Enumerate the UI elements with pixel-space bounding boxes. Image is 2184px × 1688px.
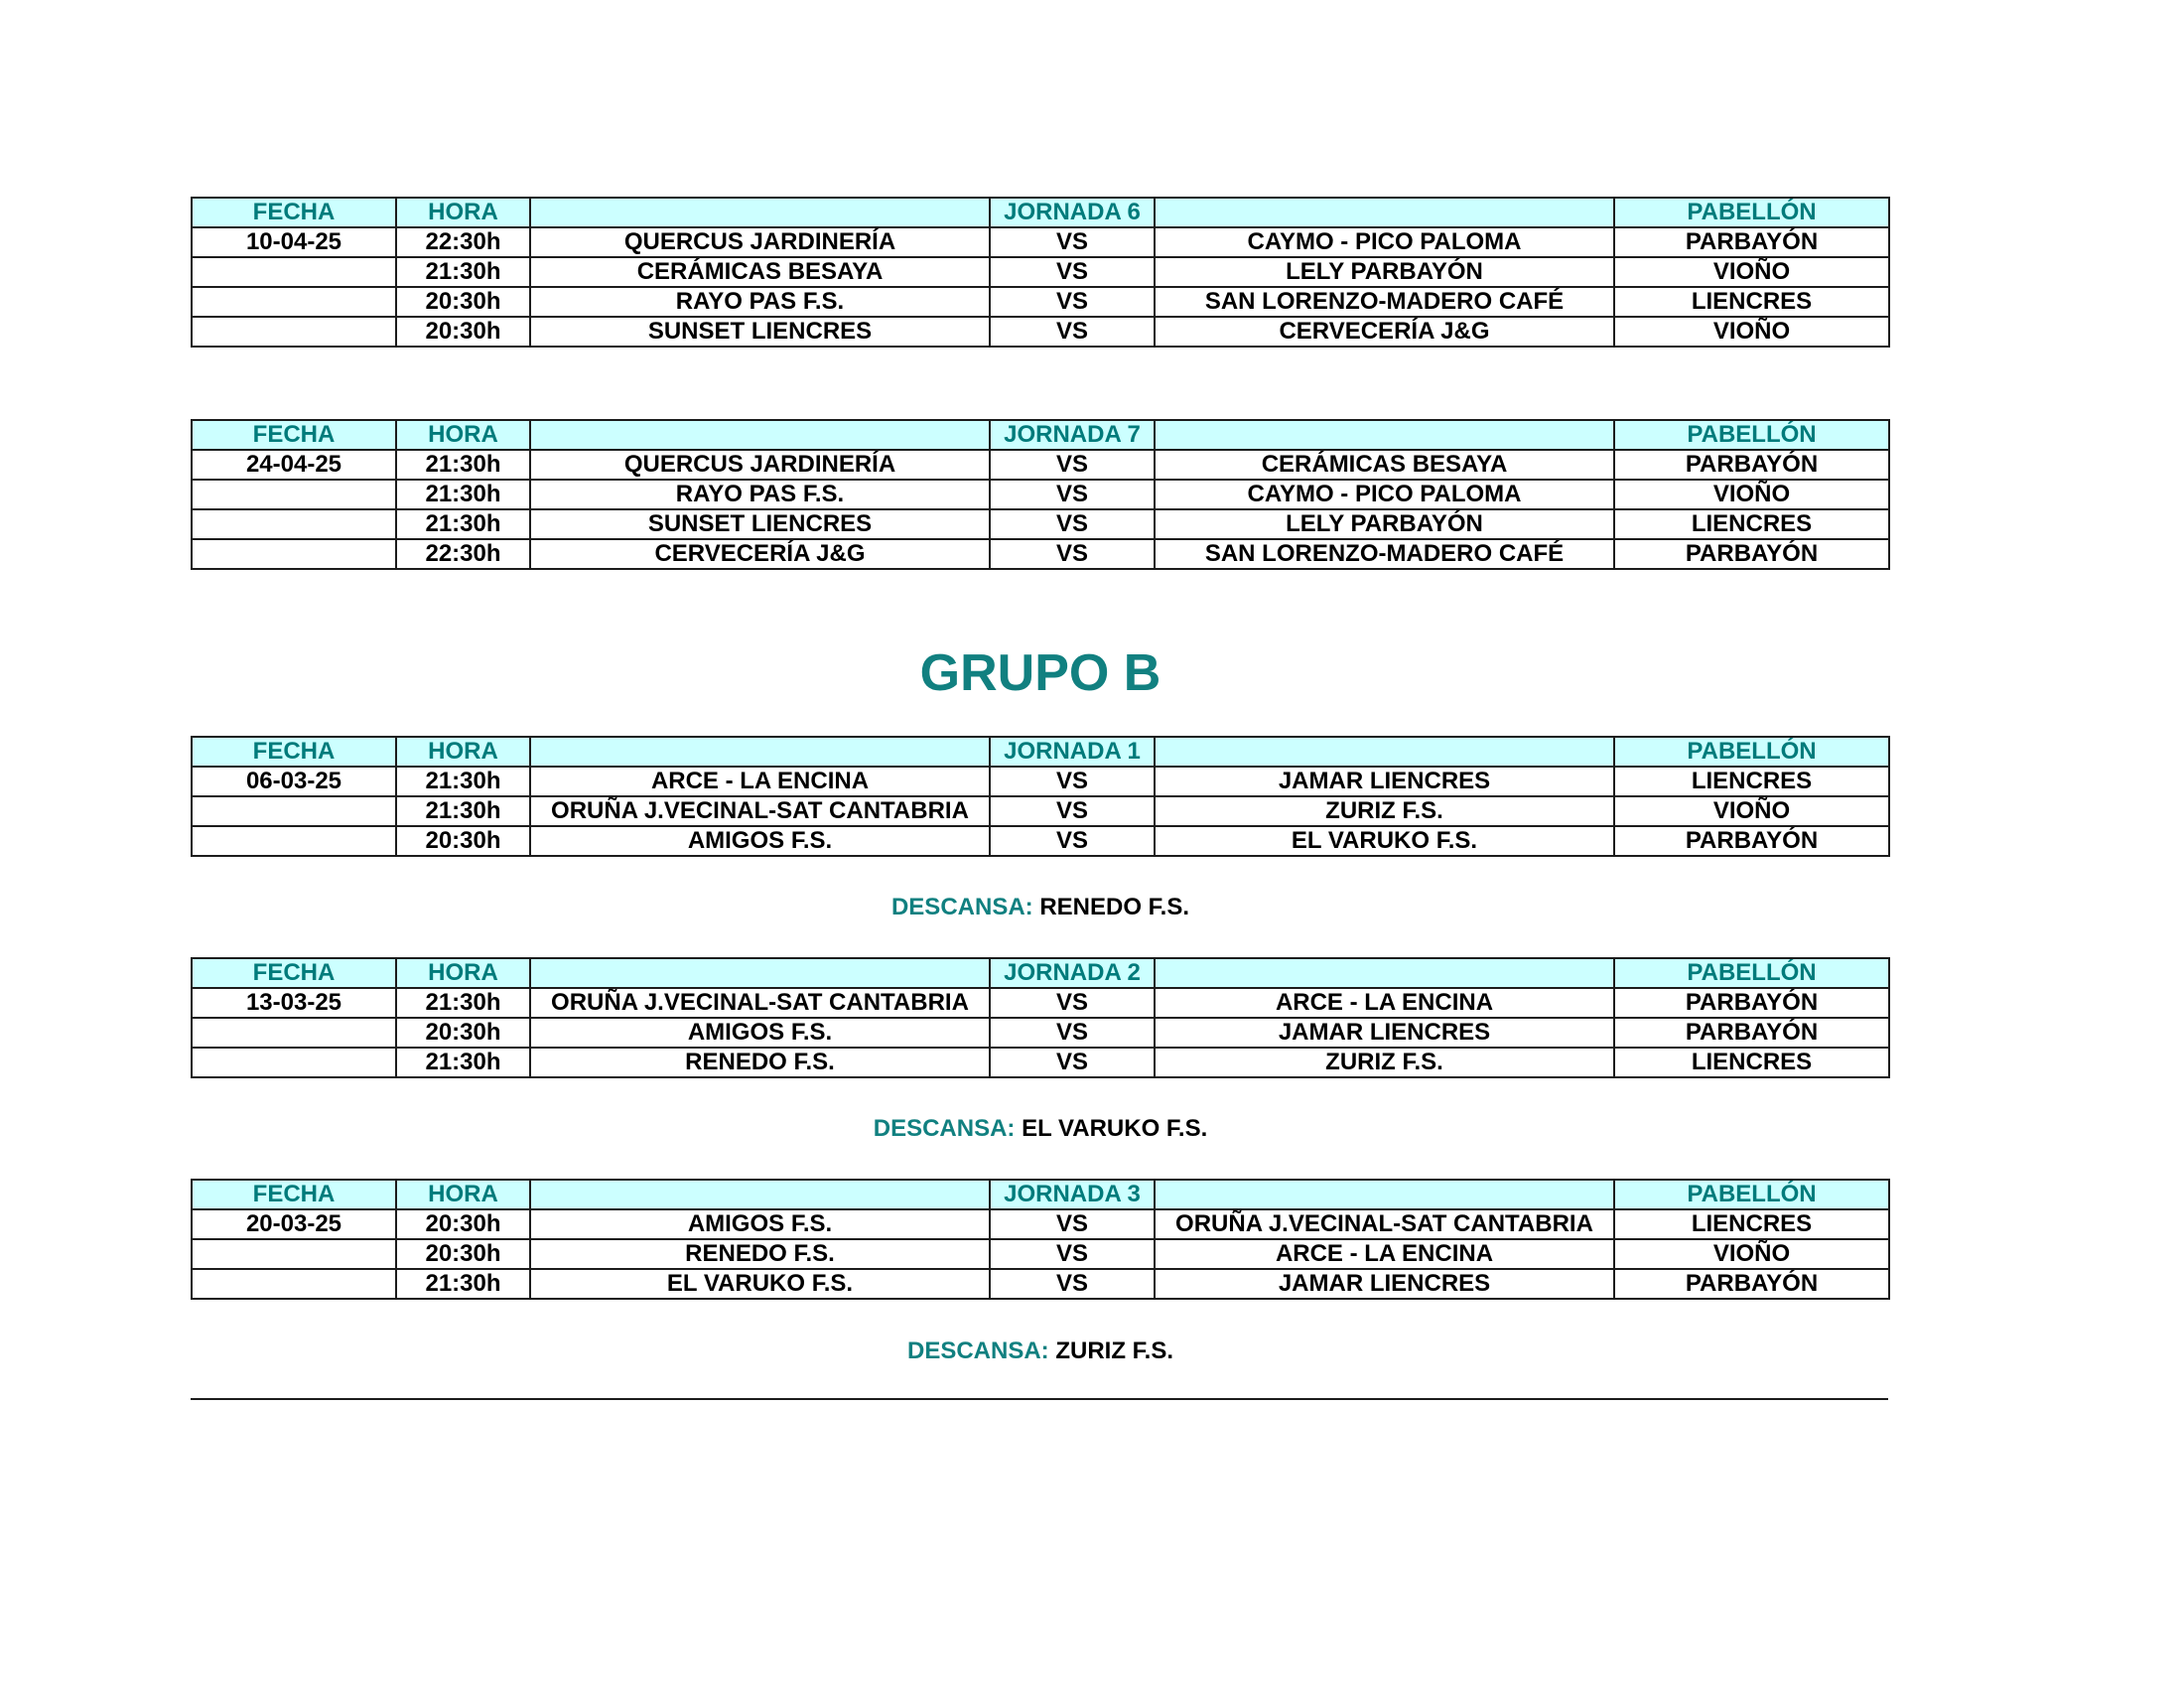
venue: VIOÑO <box>1614 1239 1889 1269</box>
away-team: ARCE - LA ENCINA <box>1155 1239 1614 1269</box>
table-header-row <box>192 1180 1889 1209</box>
away-team: ORUÑA J.VECINAL-SAT CANTABRIA <box>1155 1209 1614 1239</box>
match-time: 21:30h <box>396 1048 530 1077</box>
header-jornada: JORNADA 6 <box>990 198 1155 227</box>
table-row <box>192 1269 1889 1299</box>
versus-label: VS <box>990 317 1155 347</box>
table-header-row <box>192 420 1889 450</box>
match-time: 20:30h <box>396 826 530 856</box>
header-hora: HORA <box>396 737 530 767</box>
header-pabellon: PABELLÓN <box>1614 737 1889 767</box>
match-time: 22:30h <box>396 539 530 569</box>
match-date <box>192 480 396 509</box>
versus-label: VS <box>990 450 1155 480</box>
match-date <box>192 1239 396 1269</box>
match-time: 21:30h <box>396 1269 530 1299</box>
venue: LIENCRES <box>1614 767 1889 796</box>
match-time: 21:30h <box>396 480 530 509</box>
away-team: CERVECERÍA J&G <box>1155 317 1614 347</box>
rest-note <box>0 1336 2081 1366</box>
match-time: 21:30h <box>396 796 530 826</box>
venue: VIOÑO <box>1614 317 1889 347</box>
header-hora: HORA <box>396 958 530 988</box>
schedule-table-3 <box>191 736 1890 857</box>
versus-label: VS <box>990 287 1155 317</box>
venue: VIOÑO <box>1614 796 1889 826</box>
match-time: 21:30h <box>396 767 530 796</box>
match-date <box>192 1048 396 1077</box>
header-pabellon: PABELLÓN <box>1614 958 1889 988</box>
table-header-row <box>192 198 1889 227</box>
header-blank-away <box>1155 420 1614 450</box>
match-date <box>192 287 396 317</box>
rest-team: RENEDO F.S. <box>1039 894 1190 920</box>
header-hora: HORA <box>396 420 530 450</box>
table-row <box>192 1209 1889 1239</box>
match-date <box>192 796 396 826</box>
venue: PARBAYÓN <box>1614 539 1889 569</box>
versus-label: VS <box>990 1048 1155 1077</box>
away-team: ARCE - LA ENCINA <box>1155 988 1614 1018</box>
match-date <box>192 826 396 856</box>
header-blank-away <box>1155 958 1614 988</box>
header-pabellon: PABELLÓN <box>1614 1180 1889 1209</box>
match-date: 13-03-25 <box>192 988 396 1018</box>
away-team: JAMAR LIENCRES <box>1155 767 1614 796</box>
home-team: RENEDO F.S. <box>530 1239 990 1269</box>
venue: PARBAYÓN <box>1614 826 1889 856</box>
table-header-row <box>192 737 1889 767</box>
rest-team: EL VARUKO F.S. <box>1022 1115 1208 1142</box>
match-date <box>192 1018 396 1048</box>
venue: PARBAYÓN <box>1614 450 1889 480</box>
home-team: ORUÑA J.VECINAL-SAT CANTABRIA <box>530 988 990 1018</box>
table-row <box>192 450 1889 480</box>
rest-label: DESCANSA: <box>890 894 1033 920</box>
home-team: RAYO PAS F.S. <box>530 480 990 509</box>
header-fecha: FECHA <box>192 958 396 988</box>
table-row <box>192 227 1889 257</box>
venue: PARBAYÓN <box>1614 1269 1889 1299</box>
rest-note <box>0 893 2081 922</box>
header-pabellon: PABELLÓN <box>1614 420 1889 450</box>
schedule-table-1 <box>191 197 1890 348</box>
header-blank-away <box>1155 198 1614 227</box>
versus-label: VS <box>990 480 1155 509</box>
match-time: 21:30h <box>396 450 530 480</box>
header-jornada: JORNADA 7 <box>990 420 1155 450</box>
table-row <box>192 1239 1889 1269</box>
header-jornada: JORNADA 2 <box>990 958 1155 988</box>
away-team: CERÁMICAS BESAYA <box>1155 450 1614 480</box>
header-blank-home <box>530 198 990 227</box>
match-time: 20:30h <box>396 1209 530 1239</box>
home-team: SUNSET LIENCRES <box>530 317 990 347</box>
away-team: LELY PARBAYÓN <box>1155 257 1614 287</box>
home-team: EL VARUKO F.S. <box>530 1269 990 1299</box>
header-fecha: FECHA <box>192 737 396 767</box>
away-team: JAMAR LIENCRES <box>1155 1018 1614 1048</box>
versus-label: VS <box>990 509 1155 539</box>
group-b-title: GRUPO B <box>919 644 1161 702</box>
rest-label: DESCANSA: <box>906 1337 1049 1364</box>
home-team: CERÁMICAS BESAYA <box>530 257 990 287</box>
venue: LIENCRES <box>1614 509 1889 539</box>
table-row <box>192 1018 1889 1048</box>
home-team: RAYO PAS F.S. <box>530 287 990 317</box>
away-team: CAYMO - PICO PALOMA <box>1155 480 1614 509</box>
home-team: AMIGOS F.S. <box>530 1209 990 1239</box>
venue: VIOÑO <box>1614 480 1889 509</box>
table-row <box>192 317 1889 347</box>
match-date <box>192 257 396 287</box>
match-time: 20:30h <box>396 317 530 347</box>
header-blank-home <box>530 420 990 450</box>
versus-label: VS <box>990 796 1155 826</box>
schedule-table-5 <box>191 1179 1890 1300</box>
header-jornada: JORNADA 3 <box>990 1180 1155 1209</box>
match-date: 06-03-25 <box>192 767 396 796</box>
rest-note <box>0 1114 2081 1144</box>
away-team: ZURIZ F.S. <box>1155 796 1614 826</box>
header-blank-away <box>1155 1180 1614 1209</box>
match-date: 24-04-25 <box>192 450 396 480</box>
table-row <box>192 826 1889 856</box>
table-row <box>192 509 1889 539</box>
versus-label: VS <box>990 1018 1155 1048</box>
table-row <box>192 539 1889 569</box>
match-time: 21:30h <box>396 509 530 539</box>
table-row <box>192 796 1889 826</box>
header-fecha: FECHA <box>192 1180 396 1209</box>
table-header-row <box>192 958 1889 988</box>
table-row <box>192 988 1889 1018</box>
venue: VIOÑO <box>1614 257 1889 287</box>
versus-label: VS <box>990 539 1155 569</box>
match-time: 20:30h <box>396 1239 530 1269</box>
versus-label: VS <box>990 1239 1155 1269</box>
away-team: LELY PARBAYÓN <box>1155 509 1614 539</box>
match-date <box>192 1269 396 1299</box>
header-blank-home <box>530 1180 990 1209</box>
header-fecha: FECHA <box>192 198 396 227</box>
match-time: 21:30h <box>396 988 530 1018</box>
versus-label: VS <box>990 988 1155 1018</box>
venue: PARBAYÓN <box>1614 227 1889 257</box>
header-jornada: JORNADA 1 <box>990 737 1155 767</box>
home-team: CERVECERÍA J&G <box>530 539 990 569</box>
versus-label: VS <box>990 1269 1155 1299</box>
home-team: QUERCUS JARDINERÍA <box>530 450 990 480</box>
home-team: SUNSET LIENCRES <box>530 509 990 539</box>
home-team: AMIGOS F.S. <box>530 1018 990 1048</box>
match-date: 10-04-25 <box>192 227 396 257</box>
versus-label: VS <box>990 767 1155 796</box>
rest-label: DESCANSA: <box>873 1115 1016 1142</box>
away-team: JAMAR LIENCRES <box>1155 1269 1614 1299</box>
header-hora: HORA <box>396 1180 530 1209</box>
match-date <box>192 317 396 347</box>
bottom-rule <box>191 1398 1888 1400</box>
venue: LIENCRES <box>1614 1209 1889 1239</box>
header-pabellon: PABELLÓN <box>1614 198 1889 227</box>
home-team: QUERCUS JARDINERÍA <box>530 227 990 257</box>
header-blank-home <box>530 737 990 767</box>
schedule-table-4 <box>191 957 1890 1078</box>
schedule-table-2 <box>191 419 1890 570</box>
home-team: ARCE - LA ENCINA <box>530 767 990 796</box>
home-team: ORUÑA J.VECINAL-SAT CANTABRIA <box>530 796 990 826</box>
match-date <box>192 509 396 539</box>
match-date: 20-03-25 <box>192 1209 396 1239</box>
away-team: CAYMO - PICO PALOMA <box>1155 227 1614 257</box>
versus-label: VS <box>990 826 1155 856</box>
versus-label: VS <box>990 257 1155 287</box>
versus-label: VS <box>990 227 1155 257</box>
match-time: 20:30h <box>396 1018 530 1048</box>
away-team: SAN LORENZO-MADERO CAFÉ <box>1155 287 1614 317</box>
match-time: 22:30h <box>396 227 530 257</box>
match-date <box>192 539 396 569</box>
match-time: 21:30h <box>396 257 530 287</box>
venue: PARBAYÓN <box>1614 988 1889 1018</box>
header-blank-away <box>1155 737 1614 767</box>
rest-team: ZURIZ F.S. <box>1055 1337 1174 1364</box>
table-row <box>192 287 1889 317</box>
match-time: 20:30h <box>396 287 530 317</box>
away-team: ZURIZ F.S. <box>1155 1048 1614 1077</box>
away-team: EL VARUKO F.S. <box>1155 826 1614 856</box>
table-row <box>192 480 1889 509</box>
header-fecha: FECHA <box>192 420 396 450</box>
away-team: SAN LORENZO-MADERO CAFÉ <box>1155 539 1614 569</box>
header-blank-home <box>530 958 990 988</box>
venue: LIENCRES <box>1614 287 1889 317</box>
table-row <box>192 767 1889 796</box>
home-team: RENEDO F.S. <box>530 1048 990 1077</box>
table-row <box>192 1048 1889 1077</box>
venue: LIENCRES <box>1614 1048 1889 1077</box>
versus-label: VS <box>990 1209 1155 1239</box>
home-team: AMIGOS F.S. <box>530 826 990 856</box>
table-row <box>192 257 1889 287</box>
venue: PARBAYÓN <box>1614 1018 1889 1048</box>
header-hora: HORA <box>396 198 530 227</box>
